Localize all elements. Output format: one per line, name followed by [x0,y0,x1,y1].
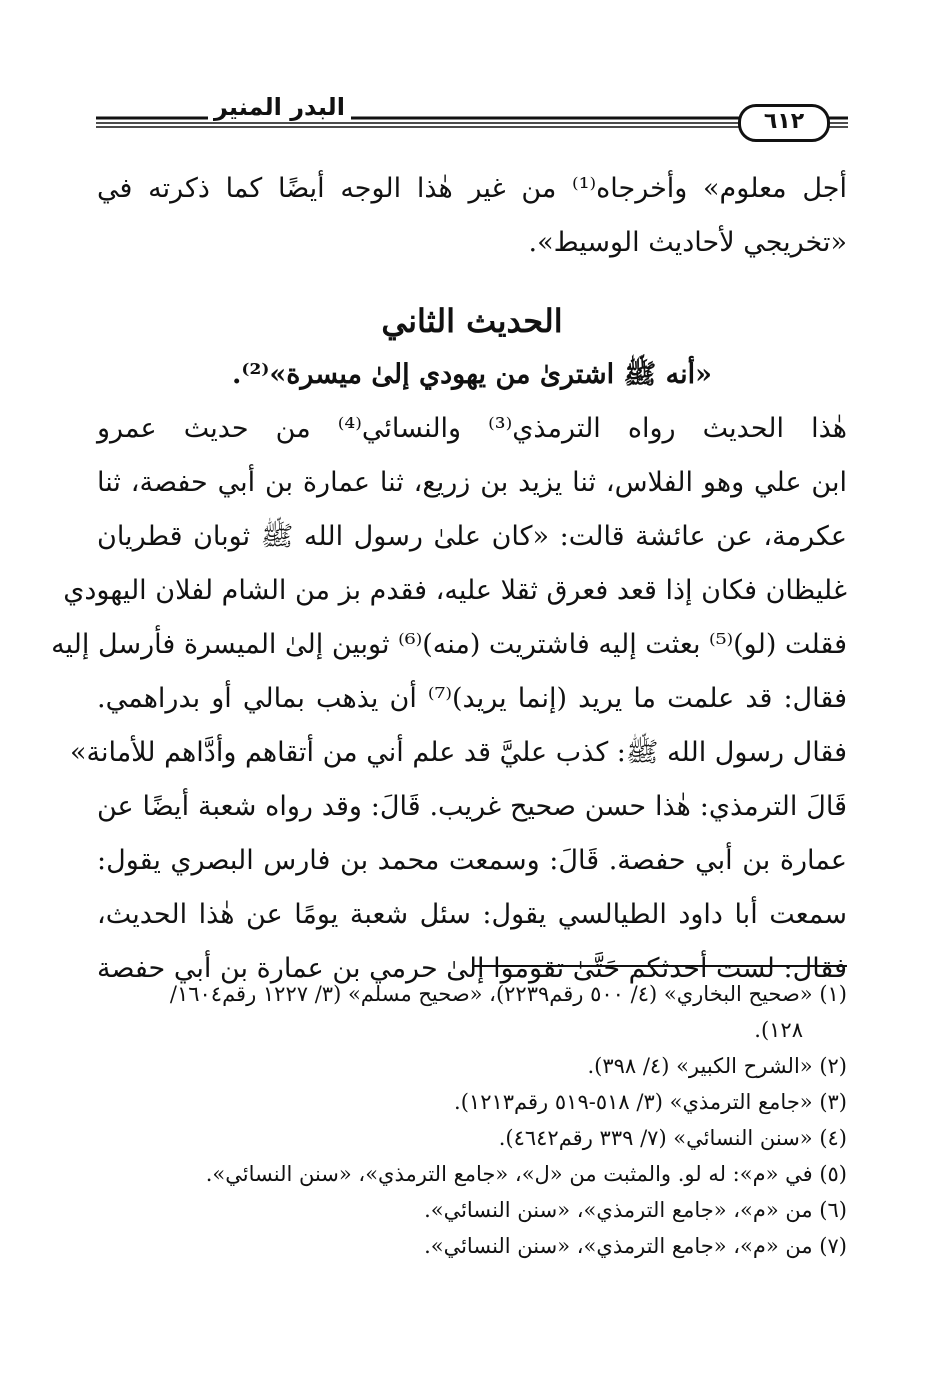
main-paragraph [51,402,847,996]
text-line: أجل معلوم» وأخرجاه⁽¹⁾ من غير هٰذا الوجه أيضًا كما ذكرته في [97,173,847,204]
text-line: فقال: لست أحدثكم حَتَّىٰ تقوموا إلىٰ حرمي بن عمارة بن أبي حفصة [97,953,847,984]
running-title: البدر المنير [208,92,351,122]
footnote: (٧) من «م»، «جامع الترمذي»، «سنن النسائي». [424,1234,847,1258]
hadith-text: «أنه ﷺ اشترىٰ من يهودي إلىٰ ميسرة»⁽²⁾. [232,359,712,390]
text-line: غليظان فكان إذا قعد فعرق ثقلا عليه، فقدم بز من الشام لفلان اليهودي [63,575,847,606]
text-line: عمارة بن أبي حفصة. قَالَ: وسمعت محمد بن فارس البصري يقول: [97,845,847,876]
section-heading: الحديث الثاني [381,302,563,340]
footnote: (٥) في «م»: له لو. والمثبت من «ل»، «جامع الترمذي»، «سنن النسائي». [205,1162,847,1186]
text-line: عكرمة، عن عائشة قالت: «كان علىٰ رسول الله ﷺ ثوبان قطريان [97,521,847,552]
text-line: «تخريجي لأحاديث الوسيط». [528,227,847,258]
footnote: (٣) «جامع الترمذي» (٣/ ٥١٨-٥١٩ رقم١٢١٣). [454,1090,847,1114]
footnote: (٦) من «م»، «جامع الترمذي»، «سنن النسائي». [424,1198,847,1222]
footnote: (٤) «سنن النسائي» (٧/ ٣٣٩ رقم٤٦٤٢). [498,1126,847,1150]
text-line: سمعت أبا داود الطيالسي يقول: سئل شعبة يومًا عن هٰذا الحديث، [97,899,847,930]
footnotes [97,976,847,1264]
text-line: فقال: قد علمت ما يريد (إنما يريد)⁽⁷⁾ أن يذهب بمالي أو بدراهمي. [97,683,847,714]
text-line: فقال رسول الله ﷺ: كذب عليَّ قد علم أني من أتقاهم وأدَّاهم للأمانة» [69,737,847,768]
intro-paragraph [97,162,847,270]
text-line: فقلت (لو)⁽⁵⁾ بعثت إليه فاشتريت (منه)⁽⁶⁾ ثوبين إلىٰ الميسرة فأرسل إليه [51,629,847,660]
text-line: قَالَ الترمذي: هٰذا حسن صحيح غريب. قَالَ: وقد رواه شعبة أيضًا عن [97,791,847,822]
text-line: ابن علي وهو الفلاس، ثنا يزيد بن زريع، ثنا عمارة بن أبي حفصة، ثنا [97,467,847,498]
text-line: هٰذا الحديث رواه الترمذي⁽³⁾ والنسائي⁽⁴⁾ من حديث عمرو [97,413,847,444]
footnote: (١) «صحيح البخاري» (٤/ ٥٠٠ رقم٢٢٣٩)، «صحيح مسلم» (٣/ ١٢٢٧ رقم١٦٠٤/ [169,982,847,1006]
footnote-continuation: ١٢٨). [754,1018,803,1042]
footnote-separator [473,965,847,967]
page-header [96,92,848,140]
page-number-badge: ٦١٢ [738,104,830,142]
footnote: (٢) «الشرح الكبير» (٤/ ٣٩٨). [587,1054,847,1078]
